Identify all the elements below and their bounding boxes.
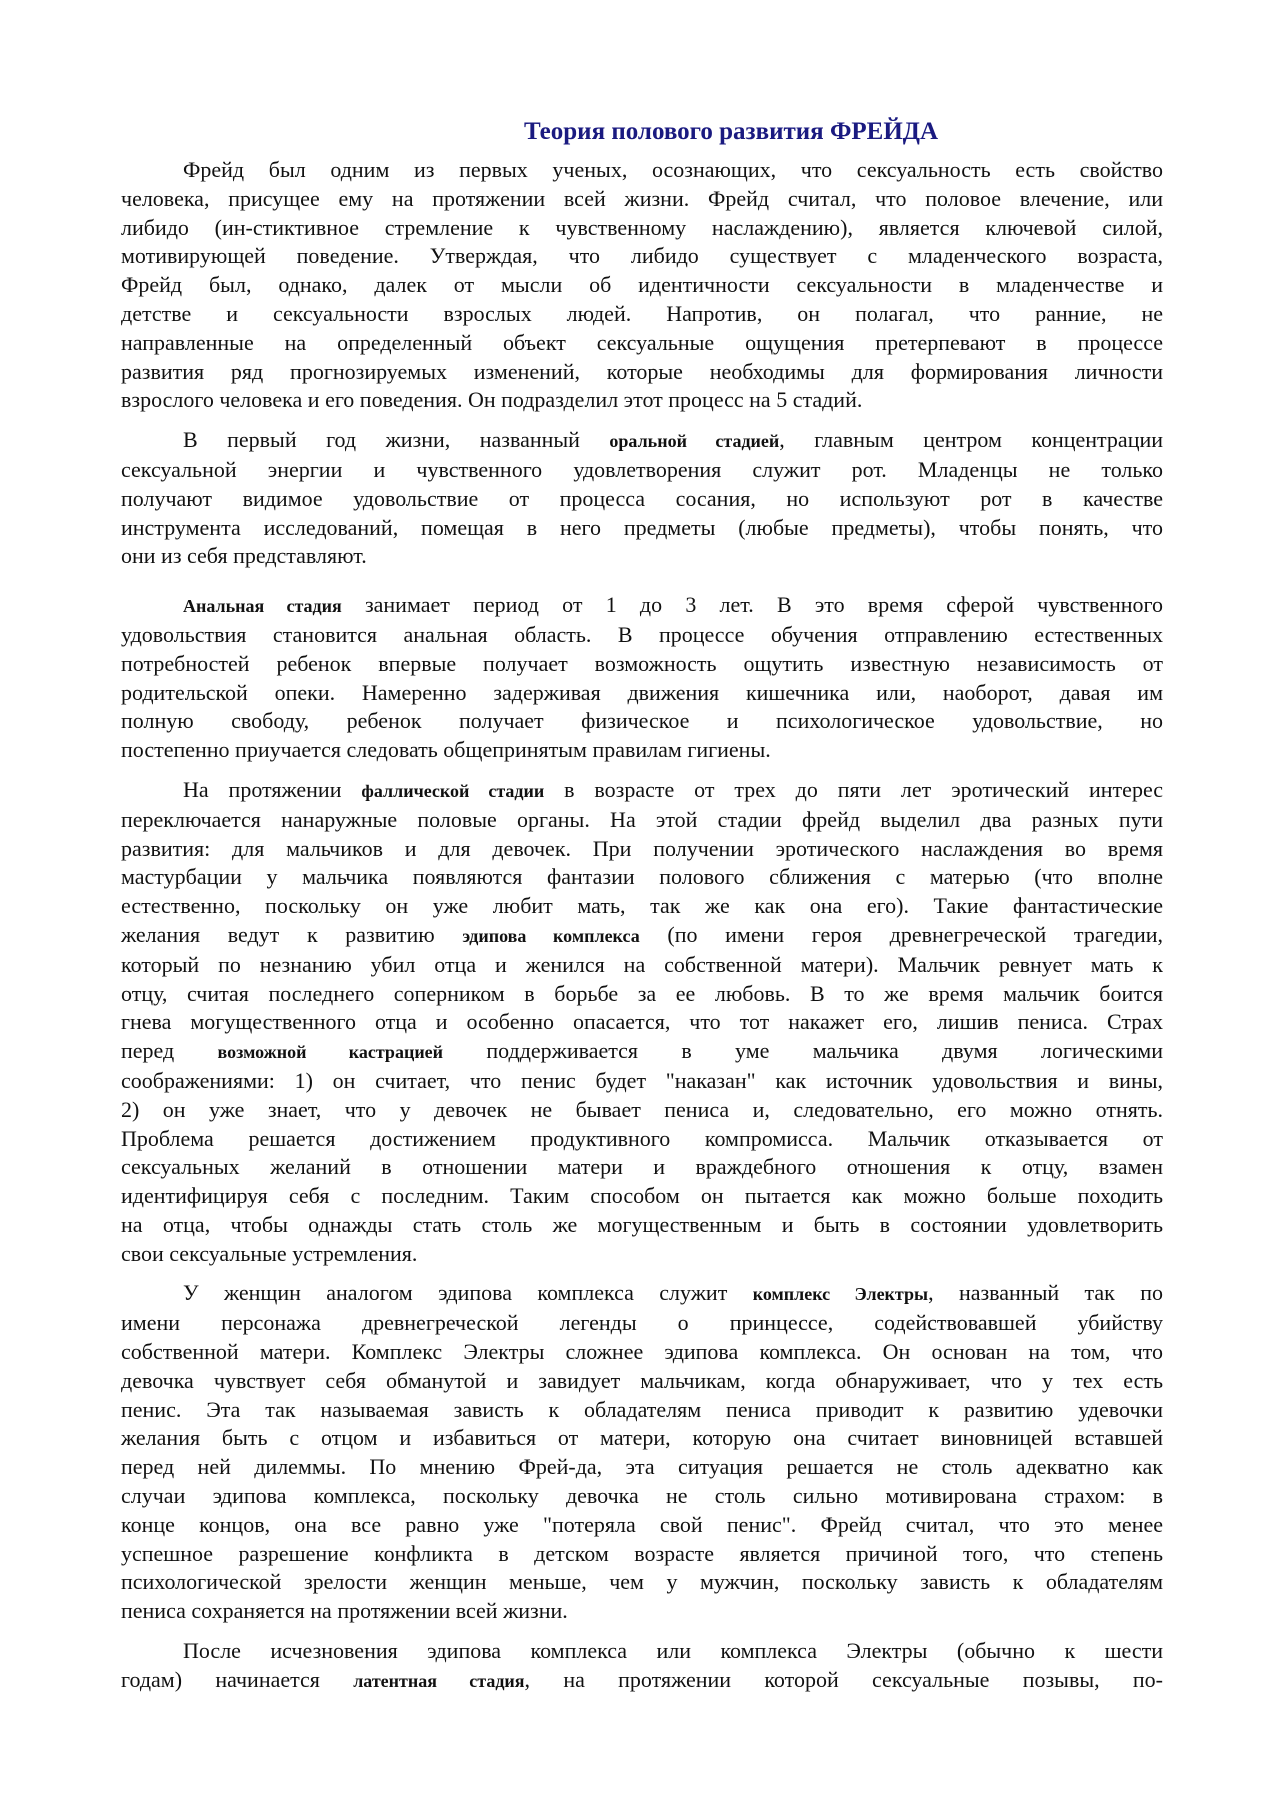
text-line: Фрейд был, однако, далек от мысли об идентичности сексуальности в младенчестве и xyxy=(121,272,1163,298)
text-run: , названный так по xyxy=(928,1280,1163,1306)
text-line xyxy=(121,921,1163,951)
text-line: отцу, считая последнего соперником в борьбе за ее любовь. В то же время мальчик боится xyxy=(121,980,1163,1006)
text-line: желания быть с отцом и избавиться от матери, которую она считает виновницей вставшей xyxy=(121,1425,1163,1451)
text-run: годам) начинается xyxy=(121,1666,320,1692)
text-line: естественно, поскольку он уже любит мать, так же как она его). Такие фантастические xyxy=(121,893,1163,919)
text-line: мастурбации у мальчика появляются фантазии полового сближения с матерью (что вполне xyxy=(121,864,1163,890)
text-line: удовольствия становится анальная область. В процессе обучения отправлению естественных xyxy=(121,621,1163,647)
text-line: взрослого человека и его поведения. Он подразделил этот процесс на 5 стадий. xyxy=(121,387,863,413)
text-line: сексуальной энергии и чувственного удовлетворения служит рот. Младенцы не только xyxy=(121,456,1163,482)
document-page xyxy=(121,117,1163,1707)
text-line: потребностей ребенок впервые получает возможность ощутить известную независимость от xyxy=(121,650,1163,676)
paragraph-latent-stage xyxy=(121,1637,1163,1696)
text-line xyxy=(121,1666,1163,1696)
text-line: психологической зрелости женщин меньше, чем у мужчин, поскольку зависть к обладателям xyxy=(121,1569,1163,1595)
text-line: девочка чувствует себя обманутой и завидует мальчикам, когда обнаруживает, что у тех есть xyxy=(121,1367,1163,1393)
text-line: свои сексуальные устремления. xyxy=(121,1240,418,1266)
document-title: Теория полового развития ФРЕЙДА xyxy=(523,118,939,145)
text-line: направленные на определенный объект сексуальные ощущения претерпевают в процессе xyxy=(121,329,1163,355)
text-line: успешное разрешение конфликта в детском возрасте является причиной того, что степень xyxy=(121,1540,1163,1566)
text-line xyxy=(121,426,1163,456)
text-line: соображениями: 1) он считает, что пенис будет "наказан" как источник удовольствия и вины, xyxy=(121,1067,1163,1093)
electra-complex-term: комплекс Электры xyxy=(752,1284,929,1305)
paragraph-anal-stage xyxy=(121,591,1163,765)
text-line: они из себя представляют. xyxy=(121,543,367,569)
text-run: желания ведут к развитию xyxy=(121,921,435,947)
text-line: либидо (ин-стиктивное стремление к чувственному наслаждению), является ключевой силой, xyxy=(121,214,1163,240)
paragraph-introduction xyxy=(121,156,1163,415)
text-line: идентифицируя себя с последним. Таким способом он пытается как можно больше походить xyxy=(121,1183,1163,1209)
text-line: пениса сохраняется на протяжении всей жизни. xyxy=(121,1598,568,1624)
text-line xyxy=(121,1037,1163,1067)
text-line: мотивирующей поведение. Утверждая, что либидо существует с младенческого возраста, xyxy=(121,243,1163,269)
text-run: , на протяжении которой сексуальные позывы, по- xyxy=(524,1666,1164,1692)
text-run: У женщин аналогом эдипова комплекса служит xyxy=(183,1280,728,1306)
paragraph-electra-complex xyxy=(121,1279,1163,1626)
castration-term: возможной кастрацией xyxy=(217,1042,444,1063)
text-line: пенис. Эта так называемая зависть к обладателям пениса приводит к развитию удевочки xyxy=(121,1396,1163,1422)
text-line: получают видимое удовольствие от процесса сосания, но используют рот в качестве xyxy=(121,485,1163,511)
text-line: 2) он уже знает, что у девочек не бывает пениса и, следовательно, его можно отнять. xyxy=(121,1096,1163,1122)
text-run: в возрасте от трех до пяти лет эротический интерес xyxy=(564,776,1164,802)
text-run: занимает период от 1 до 3 лет. В это время сферой чувственного xyxy=(364,592,1163,618)
text-line: Проблема решается достижением продуктивного компромисса. Мальчик отказывается от xyxy=(121,1125,1163,1151)
text-line: на отца, чтобы однажды стать столь же могущественным и быть в состоянии удовлетворить xyxy=(121,1211,1163,1237)
text-line: переключается нанаружные половые органы. На этой стадии фрейд выделил два разных пути xyxy=(121,806,1163,832)
text-line: перед ней дилеммы. По мнению Фрей-да, эта ситуация решается не столь адекватно как xyxy=(121,1454,1163,1480)
text-line: развития ряд прогнозируемых изменений, которые необходимы для формирования личности xyxy=(121,358,1163,384)
text-line: случаи эдипова комплекса, поскольку девочка не столь сильно мотивирована страхом: в xyxy=(121,1483,1163,1509)
text-line: человека, присущее ему на протяжении всей жизни. Фрейд считал, что половое влечение, или xyxy=(121,185,1163,211)
text-line: собственной матери. Комплекс Электры сложнее эдипова комплекса. Он основан на том, что xyxy=(121,1339,1163,1365)
text-line: Фрейд был одним из первых ученых, осознающих, что сексуальность есть свойство xyxy=(183,157,1163,182)
paragraph-oral-stage xyxy=(121,426,1163,571)
oral-stage-term: оральной стадией xyxy=(609,431,780,452)
paragraph-phallic-stage xyxy=(121,776,1163,1269)
text-run: поддерживается в уме мальчика двумя логическими xyxy=(486,1038,1164,1064)
text-run: В первый год жизни, названный xyxy=(183,427,580,453)
text-line: конце концов, она все равно уже "потеряла свой пенис". Фрейд считал, что это менее xyxy=(121,1511,1163,1537)
latent-stage-term: латентная стадия xyxy=(353,1670,525,1691)
text-line: который по незнанию убил отца и женился на собственной матери). Мальчик ревнует мать к xyxy=(121,951,1163,977)
text-line: детстве и сексуальности взрослых людей. Напротив, он полагал, что ранние, не xyxy=(121,300,1163,326)
oedipus-complex-term: эдипова комплекса xyxy=(462,925,640,946)
text-run: На протяжении xyxy=(183,776,342,802)
text-line: развития: для мальчиков и для девочек. При получении эротического наслаждения во время xyxy=(121,835,1163,861)
text-line: родительской опеки. Намеренно задерживая движения кишечника или, наоборот, давая им xyxy=(121,679,1163,705)
text-line: имени персонажа древнегреческой легенды о принцессе, содействовавшей убийству xyxy=(121,1310,1163,1336)
text-run: , главным центром концентрации xyxy=(779,427,1164,453)
text-line: постепенно приучается следовать общепринятым правилам гигиены. xyxy=(121,737,771,763)
text-line: полную свободу, ребенок получает физическое и психологическое удовольствие, но xyxy=(121,708,1163,734)
text-line: инструмента исследований, помещая в него предметы (любые предметы), чтобы понять, что xyxy=(121,514,1163,540)
text-line xyxy=(121,591,1163,621)
text-line xyxy=(121,1279,1163,1309)
anal-stage-term: Анальная стадия xyxy=(183,596,342,617)
text-line: сексуальных желаний в отношении матери и враждебного отношения к отцу, взамен xyxy=(121,1154,1163,1180)
text-line xyxy=(121,776,1163,806)
text-line: После исчезновения эдипова комплекса или комплекса Электры (обычно к шести xyxy=(183,1638,1163,1664)
text-line: гнева могущественного отца и особенно опасается, что тот накажет его, лишив пениса. Страх xyxy=(121,1009,1163,1035)
phallic-stage-term: фаллической стадии xyxy=(361,780,545,801)
text-run: перед xyxy=(121,1038,175,1064)
text-run: (по имени героя древнегреческой трагедии, xyxy=(667,921,1164,947)
